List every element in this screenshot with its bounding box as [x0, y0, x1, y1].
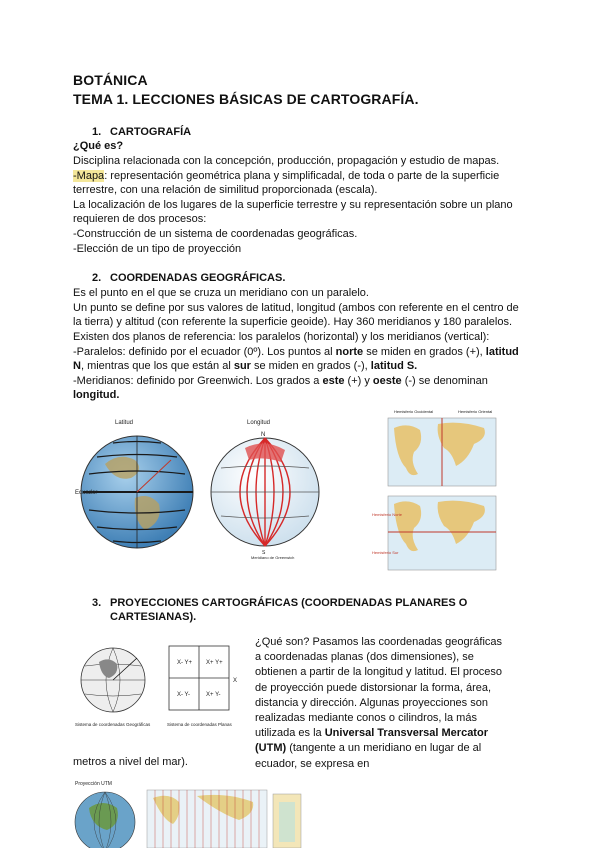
utm-zones-map — [147, 790, 267, 848]
s1-line-7: -Elección de un tipo de proyección — [73, 243, 242, 255]
x-axis-label: X — [233, 678, 238, 684]
section-3-number: 3. — [92, 597, 102, 609]
section-1-heading — [92, 126, 191, 138]
s3-paragraph — [255, 635, 510, 772]
s3-paragraph-tail: metros a nivel del mar). — [73, 756, 188, 768]
utm-figure — [73, 778, 305, 848]
s1-line-4: La localización de los lugares de la superficie terrestre y su representación sobre un plano — [73, 199, 513, 211]
s3-paragraph-part-c: (tangente a un meridiano en lugar de al ecuador, se expresa en — [255, 742, 482, 770]
geographic-globe — [81, 648, 145, 712]
coordinate-systems-figure — [73, 632, 245, 732]
s1-line-1: Disciplina relacionada con la concepción, producción, propagación y estudio de mapas. — [73, 155, 500, 167]
s1-line-3: terrestre, con una relación de similitud proporcionada (escala). — [73, 184, 378, 196]
map-top-right-label: Hemisferio Oriental — [458, 409, 493, 414]
globes-figure — [75, 412, 329, 560]
section-2-number: 2. — [92, 272, 102, 284]
quadrant-x-minus-y-plus: X- Y+ — [177, 660, 193, 666]
hemispheres-figure — [368, 404, 516, 582]
oeste-bold: oeste — [372, 375, 402, 387]
s2-line-8: longitud. — [73, 389, 120, 401]
utm-zone-strip — [273, 794, 301, 848]
hemisferio-sur-label: Hemisferio Sur — [372, 550, 399, 555]
s1-line-2 — [73, 169, 499, 183]
south-label: S — [262, 550, 266, 556]
section-2-title: COORDENADAS GEOGRÁFICAS. — [110, 272, 286, 284]
mapa-highlight: -Mapa — [73, 170, 105, 182]
s2-line-5 — [73, 345, 519, 359]
greenwich-label: Meridiano de Greenwich — [251, 555, 295, 560]
section-1-number: 1. — [92, 126, 102, 138]
section-1-title: CARTOGRAFÍA — [110, 126, 192, 138]
ecuador-label: Ecuador — [75, 490, 98, 496]
t: (-) se denominan — [401, 375, 488, 387]
este-bold: este — [322, 375, 345, 387]
globes-illustration — [75, 412, 329, 560]
longitud-label: Longitud — [247, 420, 271, 426]
geographic-caption: Sistema de coordenadas Geográficas — [75, 722, 151, 727]
t: se miden en grados (+), — [363, 346, 486, 358]
quadrant-x-plus-y-minus: X+ Y- — [206, 692, 221, 698]
utm-globe — [75, 792, 135, 848]
s3-paragraph-part-a: ¿Qué son? Pasamos las coordenadas geográficas a coordenadas planas (dos dimensiones), se obtienen a partir de la longitud y latitud. El proceso de proyección puede distorsionar la forma, área, distancia y dirección. Algunas proyecciones son realizadas mediante conos o cilindros, la más utilizada es la — [255, 636, 503, 740]
doc-subject-title: BOTÁNICA — [73, 72, 148, 88]
sur-bold: sur — [233, 360, 251, 372]
map-top-left-label: Hemisferio Occidental — [394, 409, 434, 414]
t: -Paralelos: definido por el ecuador (0º). Los puntos al — [73, 346, 336, 358]
s1-question: ¿Qué es? — [73, 140, 124, 152]
utm-label: Proyección UTM — [75, 781, 112, 787]
hemispheres-illustration — [368, 404, 516, 582]
utm-bold: Universal Transversal Mercator (UTM) — [255, 727, 488, 755]
t: , mientras que los que están al — [80, 360, 234, 372]
utm-illustration — [73, 778, 305, 848]
planar-caption: Sistema de coordenadas Planas — [167, 722, 232, 727]
section-3-title: PROYECCIONES CARTOGRÁFICAS (COORDENADAS PLANARES O — [110, 597, 468, 609]
doc-topic-title: TEMA 1. LECCIONES BÁSICAS DE CARTOGRAFÍA. — [73, 91, 419, 107]
hemisferio-norte-label: Hemisferio Norte — [372, 512, 403, 517]
section-2-heading — [92, 272, 285, 284]
quadrant-x-plus-y-plus: X+ Y+ — [206, 660, 223, 666]
s2-line-3: la tierra) y altitud (con referente la superficie geoide). Hay 360 meridianos y 180 paralelos. — [73, 316, 513, 328]
s1-line-6: -Construcción de un sistema de coordenadas geográficas. — [73, 228, 358, 240]
latitud-s-bold: latitud S. — [370, 360, 418, 372]
n-bold: N — [73, 360, 81, 372]
planar-grid — [169, 646, 237, 710]
s2-line-4: Existen dos planos de referencia: los paralelos (horizontal) y los meridianos (vertical): — [73, 331, 490, 343]
latitud-bold: latitud — [485, 346, 519, 358]
north-label: N — [261, 432, 266, 438]
hemisphere-map-top — [388, 409, 496, 486]
t: se miden en grados (-), — [250, 360, 371, 372]
coordinate-systems-illustration — [73, 632, 245, 732]
quadrant-x-minus-y-minus: X- Y- — [177, 692, 191, 698]
t: (+) y — [344, 375, 373, 387]
hemisphere-map-bottom — [372, 496, 496, 570]
latitud-label: Latitud — [115, 420, 134, 426]
s2-line-6 — [73, 359, 417, 373]
section-3-heading — [92, 597, 467, 609]
t: -Meridianos: definido por Greenwich. Los grados a — [73, 375, 323, 387]
s1-line-5: requieren de dos procesos: — [73, 213, 207, 225]
norte-bold: norte — [335, 346, 364, 358]
s1-line-2-text: : representación geométrica plana y simplificadal, de toda o parte de la superficie — [104, 170, 500, 182]
s2-line-7 — [73, 374, 488, 388]
s2-line-1: Es el punto en el que se cruza un meridiano con un paralelo. — [73, 287, 369, 299]
section-3-heading-cont: CARTESIANAS). — [110, 611, 197, 623]
s2-line-2: Un punto se define por sus valores de latitud, longitud (ambos con referente en el centro de — [73, 302, 519, 314]
